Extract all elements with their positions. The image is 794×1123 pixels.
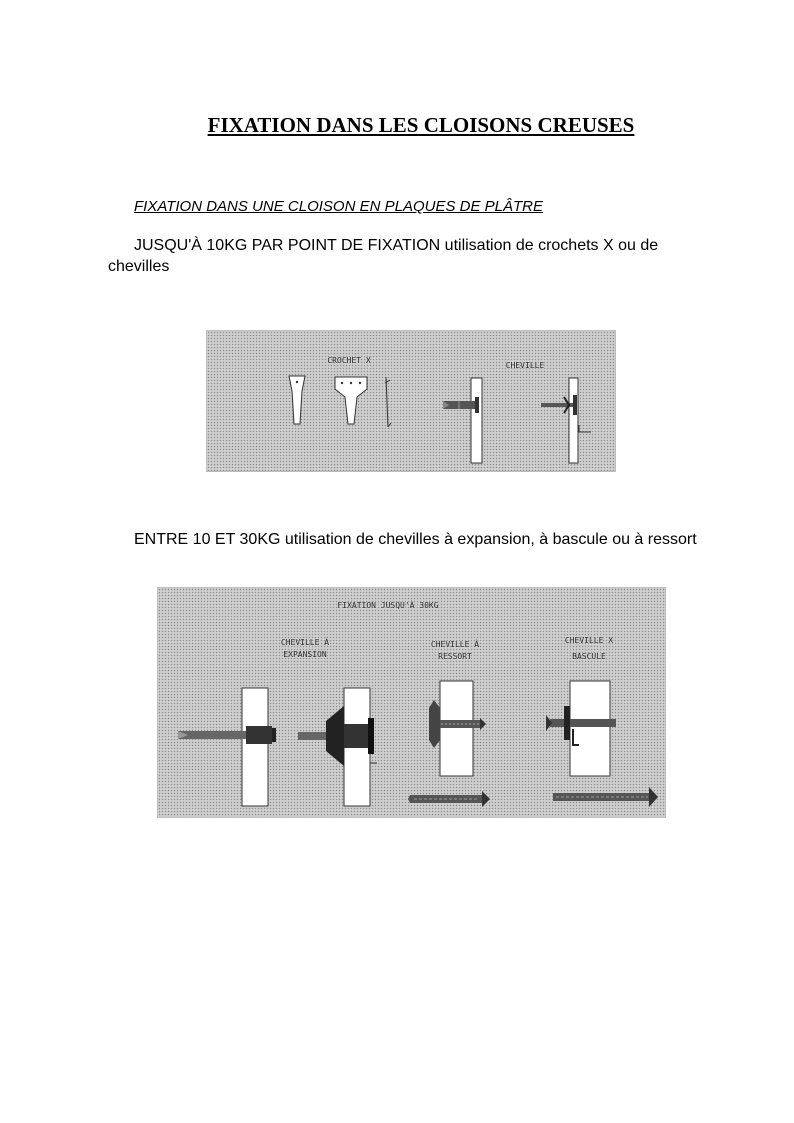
- label-ressort-line-2: RESSORT: [438, 652, 472, 661]
- label-expansion-line-1: CHEVILLE À: [280, 638, 330, 647]
- label-fixation-30kg: FIXATION JUSQU'À 30KG: [337, 601, 439, 610]
- label-cheville: CHEVILLE: [505, 361, 545, 370]
- small-crochet-x-icon: [289, 376, 305, 424]
- label-crochet-x: CROCHET X: [327, 356, 371, 365]
- label-ressort-line-1: CHEVILLE À: [430, 640, 480, 649]
- label-expansion-line-2: EXPANSION: [283, 650, 327, 659]
- spring-toggle-loose-icon: [408, 791, 490, 807]
- cheville-wall-icon-1: [443, 378, 482, 463]
- section-title: FIXATION DANS UNE CLOISON EN PLAQUES DE PLÂTRE: [134, 198, 543, 215]
- figure-chevilles-30kg: [157, 587, 666, 818]
- expansion-anchor-icon-2: [298, 688, 377, 806]
- figure-1-drawing: [207, 331, 615, 471]
- figure-2-drawing: [158, 588, 665, 817]
- spring-toggle-icon: [429, 681, 486, 776]
- paragraph-up-to-10kg: JUSQU'À 10KG PAR POINT DE FIXATION utilisation de crochets X ou de chevilles: [108, 237, 659, 275]
- page-title: FIXATION DANS LES CLOISONS CREUSES: [207, 113, 635, 137]
- toggle-bolt-icon: [546, 681, 616, 776]
- paragraph-10-to-30kg: ENTRE 10 ET 30KG utilisation de chevilles à expansion, à bascule ou à ressort: [134, 531, 697, 548]
- crochet-side-view-icon: [385, 377, 391, 427]
- large-crochet-x-icon: [335, 377, 367, 424]
- figure-crochets-chevilles: [206, 330, 616, 472]
- toggle-bolt-loose-icon: [553, 787, 658, 807]
- cheville-wall-icon-2: [541, 378, 591, 463]
- expansion-anchor-icon-1: [178, 688, 276, 806]
- label-bascule-line-2: BASCULE: [572, 652, 606, 661]
- label-bascule-line-1: CHEVILLE X: [564, 636, 614, 645]
